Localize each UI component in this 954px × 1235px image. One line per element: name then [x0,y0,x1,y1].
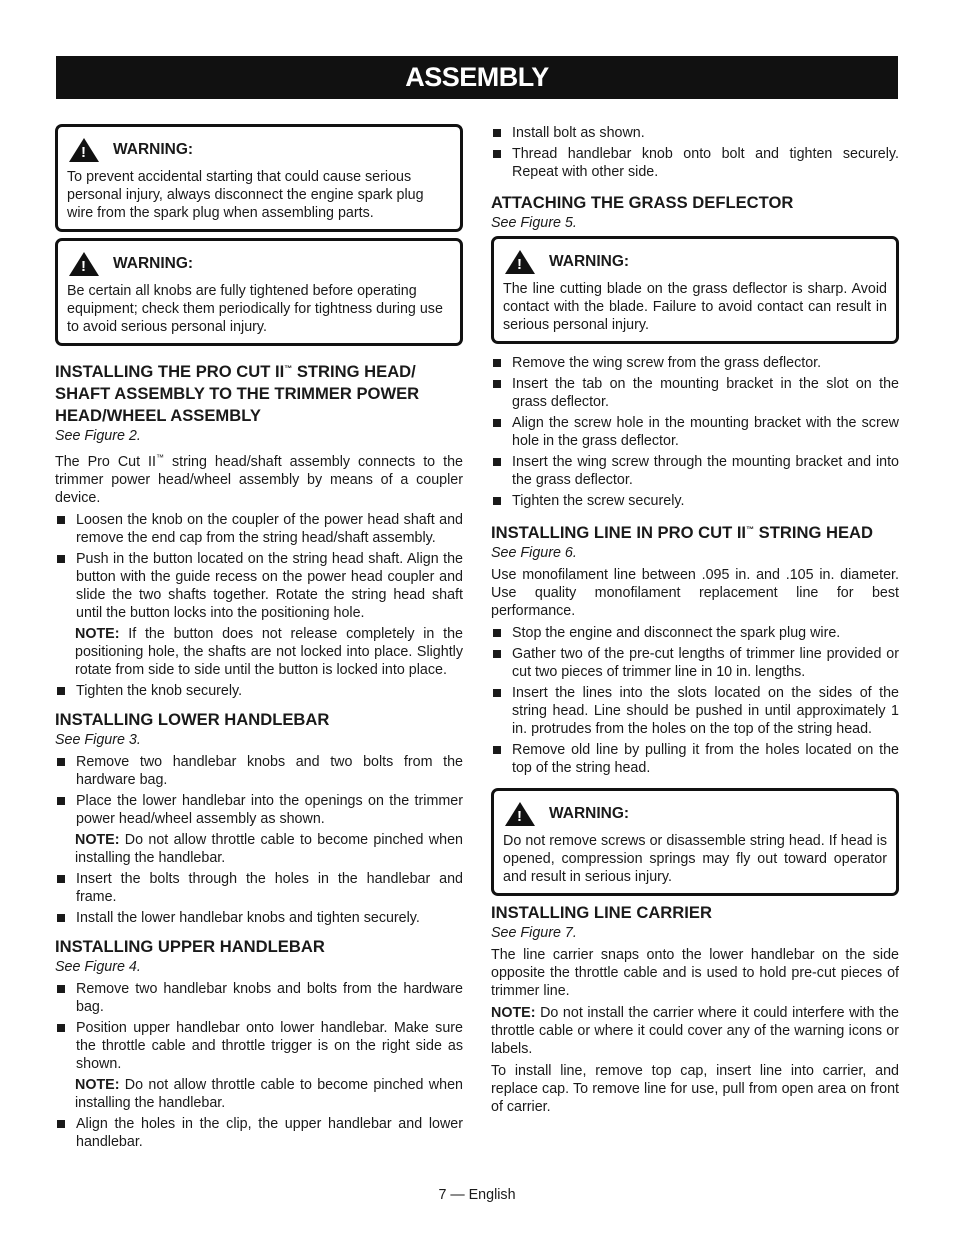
section-title-lower-handlebar: INSTALLING LOWER HANDLEBAR [55,710,330,729]
figure-reference: See Figure 7. [491,925,577,941]
figure-reference: See Figure 2. [55,428,141,444]
warning-box-spark-plug [55,124,463,232]
step-list [55,980,463,1073]
section-title-line-carrier: INSTALLING LINE CARRIER [491,903,712,922]
step-list [55,870,463,927]
warning-triangle-icon [69,138,99,162]
list-item: Tighten the knob securely. [55,682,463,700]
list-item: Place the lower handlebar into the openings on the trimmer power head/wheel assembly as shown. [55,792,463,828]
list-item: Stop the engine and disconnect the spark plug wire. [491,624,899,642]
list-item: Install bolt as shown. [491,124,899,142]
list-item: Install the lower handlebar knobs and tighten securely. [55,909,463,927]
warning-title: WARNING: [113,141,194,158]
warning-title: WARNING: [113,255,194,272]
warning-text: Do not remove screws or disassemble string head. If head is opened, compression springs may fly out toward operator and result in serious injury. [503,833,887,885]
warning-text: Be certain all knobs are fully tightened before operating equipment; check them periodically for tightness during use to avoid serious personal injury. [67,283,443,335]
list-item: Push in the button located on the string head shaft. Align the button with the guide recess on the power head coupler and slide the two shafts together. Rotate the string head shaft until the button locks into the positioning hole. [55,550,463,622]
page-footer: 7 — English [438,1187,516,1203]
step-list [55,511,463,622]
warning-text: To prevent accidental starting that could cause serious personal injury, always disconnect the engine spark plug wire from the spark plug when assembling parts. [67,169,424,221]
paragraph: The line carrier snaps onto the lower handlebar on the side opposite the throttle cable and is used to hold pre-cut pieces of trimmer line. [491,947,899,999]
warning-title: WARNING: [549,805,630,822]
figure-reference: See Figure 4. [55,959,141,975]
list-item: Thread handlebar knob onto bolt and tighten securely. Repeat with other side. [491,145,899,181]
warning-header [505,250,887,274]
warning-box-knobs [55,238,463,346]
note: NOTE: If the button does not release completely in the positioning hole, the shafts are not locked into place. Slightly rotate from side to side until the button is locked into place. [75,626,463,678]
section-title-upper-handlebar: INSTALLING UPPER HANDLEBAR [55,937,325,956]
step-list [55,753,463,828]
warning-box-blade [491,236,899,344]
warning-box-string-head [491,788,899,896]
warning-header [69,252,451,276]
section-title-pro-cut: INSTALLING THE PRO CUT II™ STRING HEAD/ SHAFT ASSEMBLY TO THE TRIMMER POWER HEAD/WHEEL ASSEMBLY [55,362,420,425]
step-list [55,682,463,700]
warning-text: The line cutting blade on the grass deflector is sharp. Avoid contact with the blade. Failure to avoid contact can result in serious personal injury. [503,281,887,333]
step-list [491,124,899,181]
list-item: Position upper handlebar onto lower handlebar. Make sure the throttle cable and throttle trigger is on the right side as shown. [55,1019,463,1073]
figure-reference: See Figure 5. [491,215,577,231]
list-item: Remove old line by pulling it from the holes located on the top of the string head. [491,741,899,777]
right-column [491,124,899,1120]
figure-reference: See Figure 3. [55,732,141,748]
list-item: Remove two handlebar knobs and bolts from the hardware bag. [55,980,463,1016]
section-intro: The Pro Cut II™ string head/shaft assembly connects to the trimmer power head/wheel assembly by means of a coupler device. [55,453,463,506]
warning-header [69,138,451,162]
list-item: Insert the wing screw through the mounting bracket and into the grass deflector. [491,453,899,489]
list-item: Insert the tab on the mounting bracket in the slot on the grass deflector. [491,375,899,411]
list-item: Gather two of the pre-cut lengths of trimmer line provided or cut two pieces of trimmer line in 10 in. lengths. [491,645,899,681]
figure-reference: See Figure 6. [491,545,577,561]
list-item: Remove the wing screw from the grass deflector. [491,354,899,372]
step-list [55,1115,463,1151]
list-item: Remove two handlebar knobs and two bolts from the hardware bag. [55,753,463,789]
list-item: Loosen the knob on the coupler of the power head shaft and remove the end cap from the string head/shaft assembly. [55,511,463,547]
list-item: Align the holes in the clip, the upper handlebar and lower handlebar. [55,1115,463,1151]
list-item: Insert the bolts through the holes in the handlebar and frame. [55,870,463,906]
warning-triangle-icon [69,252,99,276]
step-list [491,624,899,777]
note: NOTE: Do not allow throttle cable to become pinched when installing the handlebar. [75,1077,463,1111]
note: NOTE: Do not allow throttle cable to become pinched when installing the handlebar. [75,832,463,866]
step-list [491,354,899,510]
warning-triangle-icon [505,250,535,274]
list-item: Align the screw hole in the mounting bracket with the screw hole in the grass deflector. [491,414,899,450]
warning-title: WARNING: [549,253,630,270]
list-item: Insert the lines into the slots located on the sides of the string head. Line should be pushed in until approximately 1 in. protrudes from the holes on the top of the string head. [491,684,899,738]
paragraph: To install line, remove top cap, insert line into carrier, and replace cap. To remove line for use, pull from open area on front of carrier. [491,1063,899,1115]
section-intro: Use monofilament line between .095 in. and .105 in. diameter. Use quality monofilament replacement line for best performance. [491,567,899,619]
left-column [55,124,463,1154]
page-banner: ASSEMBLY [56,56,898,99]
list-item: Tighten the screw securely. [491,492,899,510]
note: NOTE: Do not install the carrier where it could interfere with the throttle cable or where it could cover any of the warning icons or labels. [491,1005,899,1057]
warning-triangle-icon [505,802,535,826]
section-title-installing-line: INSTALLING LINE IN PRO CUT II™ STRING HEAD [491,523,873,542]
section-title-grass-deflector: ATTACHING THE GRASS DEFLECTOR [491,193,794,212]
warning-header [505,802,887,826]
